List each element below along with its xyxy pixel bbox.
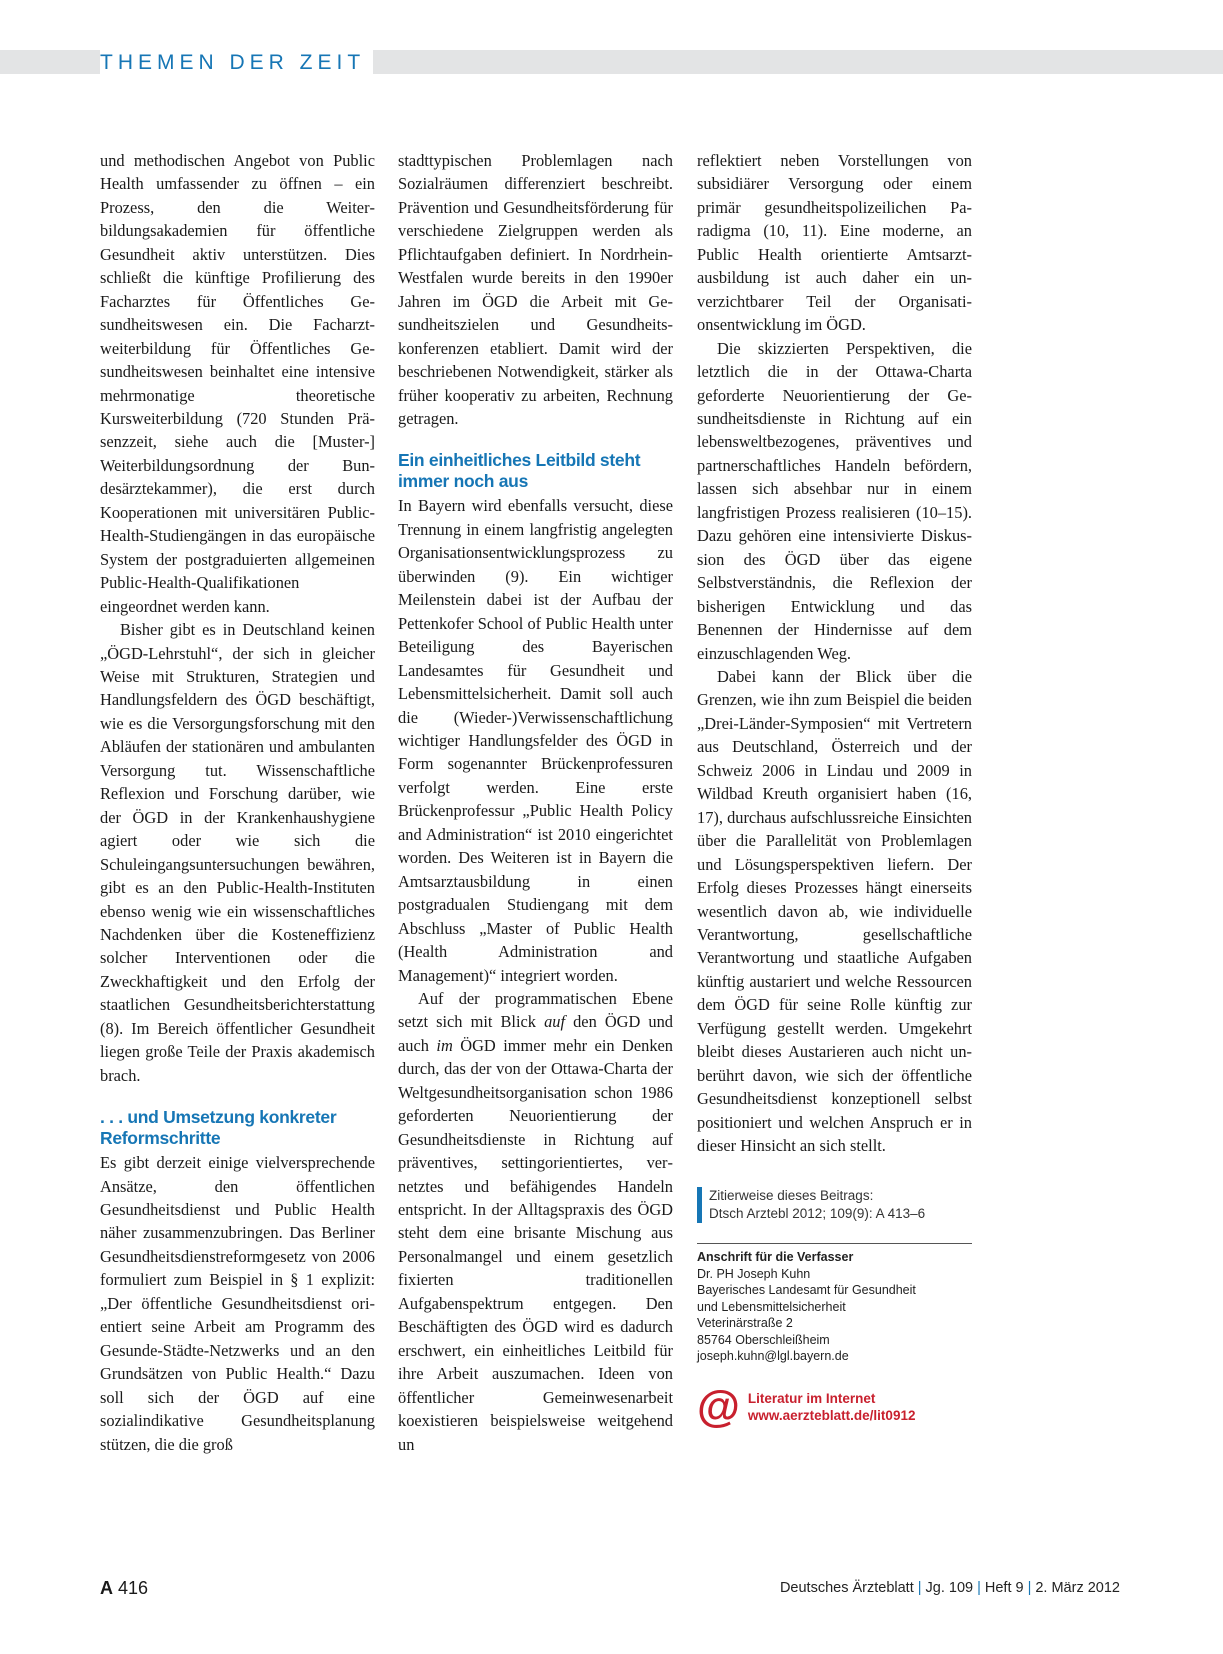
divider	[697, 1243, 972, 1244]
emphasis: auf	[544, 1012, 566, 1032]
literature-link[interactable]: www.aerzteblatt.de/lit0912	[747, 1407, 916, 1423]
paragraph: Die skizzierten Perspektiven, die letztlich die in der Ottawa-Charta geforderte Neuorientierung der Gesundheitsdienste in Richtung auf ein lebensweltbezogenes, präventives und partnerschaftliches Handeln befördern, lassen sich absehbar nur in einem langfristigen Prozess realisieren (10–15). Dazu gehören eine intensivierte Diskussion des ÖGD über das eigene Selbstverständnis, die Reflexion der bisherigen Entwicklung und das Benennen der Hindernisse auf dem einzuschlagenden Weg.	[697, 338, 972, 663]
author-address	[697, 1249, 972, 1365]
journal-footer	[780, 1580, 1120, 1596]
address-line: 85764 Oberschleißheim	[697, 1332, 830, 1347]
address-line: Dr. PH Joseph Kuhn	[697, 1266, 811, 1281]
address-title: Anschrift für die Verfasser	[697, 1250, 854, 1265]
text-run: den ÖGD und auch	[398, 1012, 673, 1055]
citation-block	[697, 1187, 972, 1223]
address-line: Bayerisches Landesamt für Gesundheit	[697, 1283, 916, 1298]
journal-volume: Jg. 109	[925, 1580, 974, 1596]
separator: |	[1027, 1580, 1032, 1596]
subheading: Ein einheitliches Leitbild steht immer noch aus	[398, 450, 641, 492]
text-run: ÖGD immer mehr ein Denken durch, das der von der Ottawa-Charta der Weltgesundheitsorganisation schon 1986 geforderten Neuorientierung der Gesundheitsdienste in Richtung auf präventives, settingorientiertes, vernetztes und befähigendes Handeln entspricht. In der Alltagspraxis des ÖGD steht dem eine brisante Mischung aus Personalmangel und einem gesetzlich fixierten traditionellen Aufgabenspektrum entgegen. Den Beschäftigten des ÖGD wird es dadurch erschwert, ein einheitliches Leitbild für ihre Arbeit auszumachen. Ideen von öffentlicher Gemeinwesenarbeit koexistieren beispielsweise weitgehend un	[398, 1035, 673, 1454]
literature-box	[697, 1381, 972, 1431]
paragraph: und methodischen Angebot von Public Health umfassender zu öffnen – ein Prozess, den die Weiterbildungsakademien für öffentliche Gesundheit aktiv unterstützen. Dies schließt die künftige Profilierung des Facharztes für Öffentliches Gesundheitswesen ein. Die Facharztweiterbildung für Öffentliches Gesundheitswesen beinhaltet eine intensive mehrmonatige theoretische Kursweiterbildung (720 Stunden Präsenzzeit, siehe auch die [Muster-] Weiterbildungsordnung der Bundesärztekammer), die erst durch Kooperationen mit universitären Public-Health-Studiengängen in das europäische System der postgraduierten allgemeinen Public-Health-Qualifikationen eingeordnet werden kann.	[100, 151, 375, 616]
page-number	[100, 1578, 148, 1599]
page-prefix: A	[100, 1578, 113, 1598]
page-number-value: 416	[118, 1578, 149, 1598]
text-run: Auf der programmatischen Ebene setzt sich mit Blick	[398, 988, 673, 1032]
paragraph: reflektiert neben Vorstellungen von subsidiärer Versorgung oder einem primär gesundheitspolizeilichen Paradigma (10, 11). Eine moderne, an Public Health orientierte Amtsarztausbildung ist auch daher ein unverzichtbarer Teil der Organisationsentwicklung im ÖGD.	[697, 151, 972, 335]
address-line: und Lebensmittelsicherheit	[697, 1299, 846, 1314]
paragraph: In Bayern wird ebenfalls versucht, diese Trennung in einem langfristig angelegten Organisationsentwicklungsprozess zu überwinden (9). Ein wichtiger Meilenstein dabei ist der Aufbau der Pettenkofer School of Public Health unter Beteiligung des Bayerischen Landesamtes für Gesundheit und Lebensmittelsicherheit. Damit soll auch die (Wieder-)Verwissenschaftlichung wichtiger Handlungsfelder des ÖGD in Form sogenannter Brückenprofessuren verfolgt werden. Eine erste Brückenprofessur „Public Health Policy and Administration“ ist 2010 eingerichtet worden. Des Weiteren ist in Bayern die Amtsarztausbildung in einen postgradualen Studiengang mit dem Abschluss „Master of Public Health (Health Administration and Management)“ integriert worden.	[398, 496, 673, 985]
separator: |	[917, 1580, 922, 1596]
journal-date: 2. März 2012	[1035, 1580, 1120, 1596]
address-line: Veterinärstraße 2	[697, 1316, 793, 1331]
section-label: THEMEN DER ZEIT	[100, 50, 373, 74]
literature-label: Literatur im Internet	[747, 1390, 876, 1406]
article-column-1	[100, 149, 375, 1456]
author-email[interactable]: joseph.kuhn@lgl.bayern.de	[697, 1349, 849, 1364]
separator: |	[977, 1580, 981, 1596]
paragraph: Bisher gibt es in Deutschland keinen „ÖGD-Lehrstuhl“, der sich in gleicher Weise mit Strukturen, Strategien und Handlungsfeldern des ÖGD beschäftigt, wie es die Versorgungsforschung mit den Abläufen der stationären und ambulanten Versorgung tut. Wissenschaftliche Reflexion und Forschung darüber, wie der ÖGD in der Krankenhaushygiene agiert oder wie sich die Schuleingangsuntersuchungen bewähren, gibt es an den Public-Health-Instituten ebenso wenig wie ein wissenschaftliches Nachdenken über die Kosteneffizienz solcher Interventionen oder die Zweckhaftigkeit und den Erfolg der staatlichen Gesundheitsberichterstattung (8). Im Bereich öffentlicher Gesundheit liegen große Teile der Praxis akademisch brach.	[100, 620, 375, 1085]
at-icon: @	[697, 1381, 740, 1431]
literature-text	[748, 1390, 916, 1424]
journal-issue: Heft 9	[984, 1580, 1024, 1596]
citation-label: Zitierweise dieses Beitrags:	[709, 1188, 874, 1204]
article-column-3	[697, 149, 972, 1429]
paragraph: stadttypischen Problemlagen nach Sozialräumen differenziert beschreibt. Prävention und Gesundheitsförderung für verschiedene Zielgruppen werden als Pflichtaufgaben definiert. In Nordrhein-Westfalen wurde bereits in den 1990er Jahren im ÖGD die Arbeit mit Gesundheitszielen und Gesundheitskonferenzen etabliert. Damit wird der beschriebenen Notwendigkeit, stärker als früher kooperativ zu arbeiten, Rechnung getragen.	[398, 151, 673, 428]
article-column-2	[398, 149, 673, 1456]
journal-name: Deutsches Ärzteblatt	[779, 1580, 914, 1596]
paragraph: Es gibt derzeit einige vielversprechende Ansätze, den öffentlichen Gesundheitsdienst und Public Health näher zusammenzubringen. Das Berliner Gesundheitsdienstreformgesetz von 2006 formuliert zum Beispiel in § 1 explizit: „Der öffentliche Gesundheitsdienst orientiert seine Arbeit am Programm des Gesunde-Städte-Netzwerks und an den Grundsätzen von Public Health.“ Dazu soll sich der ÖGD auf eine sozialindikative Gesundheitsplanung stützen, die die groß	[100, 1153, 375, 1454]
paragraph: Dabei kann der Blick über die Grenzen, wie ihn zum Beispiel die beiden „Drei-Länder-Symposien“ mit Vertretern aus Deutschland, Österreich und der Schweiz 2006 in Lindau und 2009 in Wildbad Kreuth organisiert haben (16, 17), durchaus aufschlussreiche Einsichten über die Parallelität von Problemlagen und Lösungsperspektiven liefern. Der Erfolg dieses Prozesses hängt einerseits wesentlich davon ab, wie individuelle Verantwortung, gesellschaftliche Verantwortung und staatliche Aufgaben künftig austariert und welche Ressourcen dem ÖGD für seine Rolle künftig zur Verfügung gestellt werden. Umgekehrt bleibt dieses Austarieren auch nicht unberührt davon, wie sich der öffentliche Gesundheitsdienst konzeptionell selbst positioniert und welchen Anspruch er in dieser Hinsicht an sich stellt.	[697, 666, 972, 1156]
citation-reference: Dtsch Arztebl 2012; 109(9): A 413–6	[709, 1206, 926, 1222]
paragraph	[398, 987, 673, 1456]
subheading: . . . und Umsetzung konkreter Reformschritte	[100, 1107, 337, 1149]
emphasis: im	[436, 1035, 453, 1055]
